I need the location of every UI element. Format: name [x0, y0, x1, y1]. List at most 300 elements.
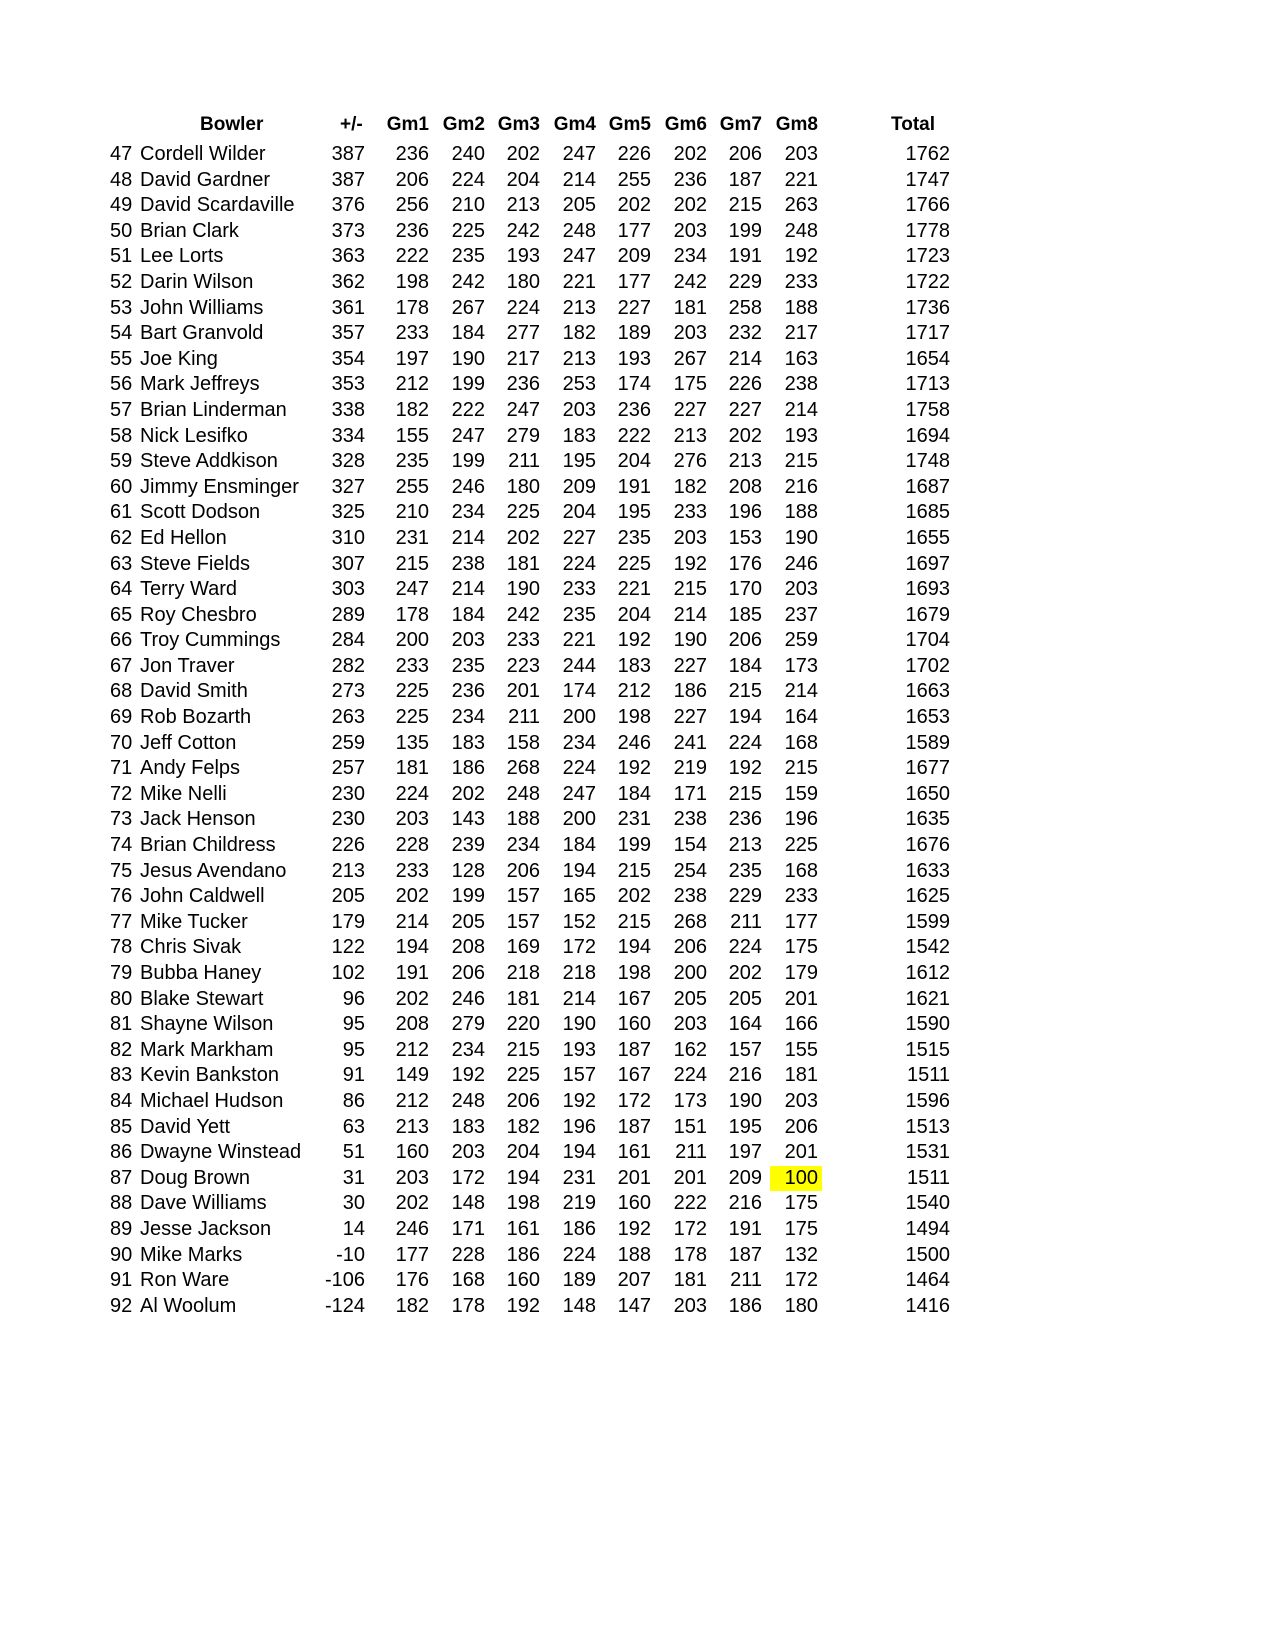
header-gm4: Gm4 — [553, 114, 596, 135]
game-4-cell: 172 — [562, 936, 596, 959]
rank-cell: 53 — [110, 296, 133, 319]
bowler-name-cell: Mike Nelli — [140, 782, 227, 805]
game-5-cell: 215 — [617, 859, 651, 882]
game-8-cell: 237 — [784, 603, 818, 626]
plus-minus-cell: 376 — [331, 194, 365, 217]
game-2-cell: 192 — [451, 1064, 485, 1087]
bowler-name-cell: Blake Stewart — [140, 987, 264, 1010]
rank-cell: 82 — [110, 1038, 133, 1061]
total-cell: 1494 — [905, 1217, 950, 1240]
game-8-cell: 217 — [784, 322, 818, 345]
game-2-cell: 186 — [451, 757, 485, 780]
game-7-cell: 192 — [728, 757, 762, 780]
game-3-cell: 158 — [506, 731, 540, 754]
game-6-cell: 162 — [673, 1038, 707, 1061]
game-2-cell: 214 — [451, 578, 485, 601]
game-3-cell: 202 — [506, 143, 540, 165]
game-8-cell: 164 — [784, 706, 818, 729]
plus-minus-cell: 284 — [331, 629, 365, 652]
game-6-cell: 219 — [673, 757, 707, 780]
game-2-cell: 234 — [451, 1038, 485, 1061]
game-8-cell: 175 — [784, 936, 818, 959]
game-6-cell: 268 — [673, 910, 707, 933]
game-4-cell: 190 — [562, 1013, 596, 1036]
game-4-cell: 248 — [562, 219, 596, 242]
game-2-cell: 183 — [451, 731, 485, 754]
game-7-cell: 224 — [728, 936, 762, 959]
game-1-cell: 155 — [395, 424, 429, 447]
plus-minus-cell: 282 — [331, 654, 365, 677]
game-4-cell: 247 — [562, 245, 596, 268]
game-4-cell: 253 — [562, 373, 596, 396]
plus-minus-cell: 303 — [331, 578, 365, 601]
game-7-cell: 157 — [728, 1038, 762, 1061]
game-4-cell: 234 — [562, 731, 596, 754]
game-7-cell: 236 — [728, 808, 762, 831]
game-2-cell: 279 — [451, 1013, 485, 1036]
plus-minus-cell: 213 — [331, 859, 365, 882]
game-6-cell: 238 — [673, 885, 707, 908]
plus-minus-cell: 373 — [331, 219, 365, 242]
plus-minus-cell: 363 — [331, 245, 365, 268]
game-3-cell: 181 — [506, 987, 540, 1010]
game-1-cell: 213 — [395, 1115, 429, 1138]
game-1-cell: 208 — [395, 1013, 429, 1036]
game-1-cell: 182 — [395, 398, 429, 421]
bowler-name-cell: Michael Hudson — [140, 1089, 284, 1112]
bowler-name-cell: Nick Lesifko — [140, 424, 248, 447]
header-gm1: Gm1 — [386, 114, 429, 135]
header-gm2: Gm2 — [442, 114, 485, 135]
game-1-cell: 222 — [395, 245, 429, 268]
plus-minus-cell: 63 — [342, 1115, 365, 1138]
total-cell: 1694 — [905, 424, 950, 447]
game-1-cell: 225 — [395, 706, 429, 729]
total-cell: 1723 — [905, 245, 950, 268]
plus-minus-cell: 51 — [342, 1141, 365, 1164]
game-2-cell: 203 — [451, 629, 485, 652]
total-cell: 1717 — [905, 322, 950, 345]
plus-minus-cell: -106 — [324, 1269, 365, 1292]
rank-cell: 74 — [110, 834, 133, 857]
game-4-cell: 204 — [562, 501, 596, 524]
bowler-name-cell: David Smith — [140, 680, 248, 703]
game-8-cell: 193 — [784, 424, 818, 447]
game-3-cell: 248 — [506, 782, 540, 805]
game-3-cell: 180 — [506, 475, 540, 498]
rank-cell: 91 — [110, 1269, 133, 1292]
game-2-cell: 234 — [451, 501, 485, 524]
game-4-cell: 235 — [562, 603, 596, 626]
rank-cell: 67 — [110, 654, 133, 677]
game-1-cell: 135 — [395, 731, 429, 754]
game-4-cell: 221 — [562, 629, 596, 652]
game-4-cell: 214 — [562, 987, 596, 1010]
game-3-cell: 277 — [506, 322, 540, 345]
game-2-cell: 235 — [451, 654, 485, 677]
game-1-cell: 197 — [395, 347, 429, 370]
total-cell: 1612 — [905, 962, 950, 984]
game-5-cell: 188 — [617, 1243, 651, 1266]
total-cell: 1654 — [905, 347, 950, 370]
bowler-name-cell: Brian Linderman — [140, 398, 287, 421]
game-6-cell: 236 — [673, 168, 707, 191]
game-5-cell: 202 — [617, 885, 651, 908]
bowler-name-cell: Darin Wilson — [140, 270, 254, 293]
game-6-cell: 227 — [673, 654, 707, 677]
game-3-cell: 224 — [506, 296, 540, 319]
bowler-name-cell: Jesus Avendano — [140, 859, 287, 882]
total-cell: 1778 — [905, 219, 950, 242]
game-2-cell: 225 — [451, 219, 485, 242]
game-6-cell: 233 — [673, 501, 707, 524]
game-6-cell: 203 — [673, 1013, 707, 1036]
game-1-cell: 224 — [395, 782, 429, 805]
plus-minus-cell: 30 — [342, 1192, 365, 1215]
plus-minus-cell: 327 — [331, 475, 365, 498]
game-4-cell: 174 — [562, 680, 596, 703]
game-5-cell: 231 — [617, 808, 651, 831]
game-4-cell: 157 — [562, 1064, 596, 1087]
game-6-cell: 224 — [673, 1064, 707, 1087]
game-3-cell: 202 — [506, 526, 540, 549]
game-8-cell: 175 — [784, 1192, 818, 1215]
game-7-cell: 205 — [728, 987, 762, 1010]
game-8-cell: 168 — [784, 859, 818, 882]
game-2-cell: 128 — [451, 859, 485, 882]
game-6-cell: 202 — [673, 143, 707, 165]
game-8-cell: 225 — [784, 834, 818, 857]
total-cell: 1687 — [905, 475, 950, 498]
game-2-cell: 247 — [451, 424, 485, 447]
game-5-cell: 147 — [617, 1294, 651, 1317]
game-7-cell: 235 — [728, 859, 762, 882]
total-cell: 1677 — [905, 757, 950, 780]
game-6-cell: 254 — [673, 859, 707, 882]
game-6-cell: 190 — [673, 629, 707, 652]
game-6-cell: 181 — [673, 1269, 707, 1292]
game-6-cell: 267 — [673, 347, 707, 370]
plus-minus-cell: 338 — [331, 398, 365, 421]
game-3-cell: 201 — [506, 680, 540, 703]
game-8-cell: 175 — [784, 1217, 818, 1240]
plus-minus-cell: 86 — [342, 1089, 365, 1112]
game-6-cell: 227 — [673, 398, 707, 421]
rank-cell: 62 — [110, 526, 133, 549]
game-5-cell: 167 — [617, 1064, 651, 1087]
total-cell: 1663 — [905, 680, 950, 703]
plus-minus-cell: 357 — [331, 322, 365, 345]
game-7-cell: 176 — [728, 552, 762, 575]
rank-cell: 48 — [110, 168, 133, 191]
game-7-cell: 216 — [728, 1064, 762, 1087]
rank-cell: 52 — [110, 270, 133, 293]
plus-minus-cell: 230 — [331, 782, 365, 805]
game-4-cell: 183 — [562, 424, 596, 447]
game-6-cell: 181 — [673, 296, 707, 319]
rank-cell: 57 — [110, 398, 133, 421]
game-5-cell: 198 — [617, 706, 651, 729]
game-4-cell: 184 — [562, 834, 596, 857]
plus-minus-cell: 257 — [331, 757, 365, 780]
game-5-cell: 209 — [617, 245, 651, 268]
game-3-cell: 180 — [506, 270, 540, 293]
rank-cell: 88 — [110, 1192, 133, 1215]
game-5-cell: 160 — [617, 1192, 651, 1215]
game-7-cell: 190 — [728, 1089, 762, 1112]
game-1-cell: 236 — [395, 219, 429, 242]
game-1-cell: 212 — [395, 1038, 429, 1061]
rank-cell: 92 — [110, 1294, 133, 1317]
game-3-cell: 190 — [506, 578, 540, 601]
total-cell: 1513 — [905, 1115, 950, 1138]
game-5-cell: 207 — [617, 1269, 651, 1292]
rank-cell: 76 — [110, 885, 133, 908]
game-4-cell: 218 — [562, 962, 596, 984]
game-5-cell: 198 — [617, 962, 651, 984]
game-4-cell: 219 — [562, 1192, 596, 1215]
game-6-cell: 203 — [673, 526, 707, 549]
total-cell: 1693 — [905, 578, 950, 601]
game-1-cell: 225 — [395, 680, 429, 703]
total-cell: 1633 — [905, 859, 950, 882]
game-7-cell: 202 — [728, 962, 762, 984]
game-4-cell: 165 — [562, 885, 596, 908]
plus-minus-cell: 91 — [342, 1064, 365, 1087]
game-8-cell: 181 — [784, 1064, 818, 1087]
game-6-cell: 200 — [673, 962, 707, 984]
game-7-cell: 194 — [728, 706, 762, 729]
bowler-name-cell: Jesse Jackson — [140, 1217, 272, 1240]
game-5-cell: 194 — [617, 936, 651, 959]
bowler-name-cell: Bubba Haney — [140, 962, 262, 984]
game-1-cell: 198 — [395, 270, 429, 293]
rank-cell: 79 — [110, 962, 133, 984]
total-cell: 1464 — [905, 1269, 950, 1292]
game-6-cell: 175 — [673, 373, 707, 396]
total-cell: 1511 — [906, 1166, 950, 1189]
game-8-cell: 203 — [784, 1089, 818, 1112]
game-5-cell: 235 — [617, 526, 651, 549]
game-3-cell: 194 — [506, 1166, 540, 1189]
game-5-cell: 212 — [617, 680, 651, 703]
bowler-name-cell: Jack Henson — [140, 808, 256, 831]
game-7-cell: 191 — [728, 1217, 762, 1240]
game-5-cell: 215 — [617, 910, 651, 933]
game-1-cell: 202 — [395, 987, 429, 1010]
total-cell: 1748 — [905, 450, 950, 473]
game-5-cell: 201 — [617, 1166, 651, 1189]
game-7-cell: 214 — [728, 347, 762, 370]
total-cell: 1625 — [905, 885, 950, 908]
game-2-cell: 267 — [451, 296, 485, 319]
game-3-cell: 206 — [506, 1089, 540, 1112]
game-5-cell: 222 — [617, 424, 651, 447]
game-2-cell: 184 — [451, 322, 485, 345]
rank-cell: 89 — [110, 1217, 133, 1240]
game-6-cell: 238 — [673, 808, 707, 831]
game-1-cell: 235 — [395, 450, 429, 473]
game-1-cell: 203 — [395, 1166, 429, 1189]
game-6-cell: 242 — [673, 270, 707, 293]
game-2-cell: 190 — [451, 347, 485, 370]
total-cell: 1736 — [905, 296, 950, 319]
total-cell: 1500 — [905, 1243, 950, 1266]
game-6-cell: 241 — [673, 731, 707, 754]
game-4-cell: 192 — [562, 1089, 596, 1112]
game-3-cell: 204 — [506, 1141, 540, 1164]
rank-cell: 85 — [110, 1115, 133, 1138]
game-1-cell: 178 — [395, 296, 429, 319]
game-1-cell: 149 — [395, 1064, 429, 1087]
game-7-cell: 213 — [728, 450, 762, 473]
game-4-cell: 203 — [562, 398, 596, 421]
rank-cell: 56 — [110, 373, 133, 396]
game-1-cell: 202 — [395, 885, 429, 908]
total-cell: 1766 — [905, 194, 950, 217]
rank-cell: 87 — [110, 1166, 133, 1189]
game-1-cell: 203 — [395, 808, 429, 831]
game-8-cell: 155 — [784, 1038, 818, 1061]
rank-cell: 65 — [110, 603, 133, 626]
game-6-cell: 178 — [673, 1243, 707, 1266]
plus-minus-cell: 230 — [331, 808, 365, 831]
rank-cell: 72 — [110, 782, 133, 805]
game-5-cell: 161 — [617, 1141, 651, 1164]
game-7-cell: 232 — [728, 322, 762, 345]
total-cell: 1685 — [905, 501, 950, 524]
game-5-cell: 189 — [617, 322, 651, 345]
plus-minus-cell: 307 — [331, 552, 365, 575]
game-8-cell: 203 — [784, 578, 818, 601]
bowler-name-cell: Mark Jeffreys — [140, 373, 260, 396]
bowler-name-cell: Bart Granvold — [140, 322, 264, 345]
game-6-cell: 214 — [673, 603, 707, 626]
game-1-cell: 181 — [395, 757, 429, 780]
game-1-cell: 212 — [395, 1089, 429, 1112]
game-7-cell: 224 — [728, 731, 762, 754]
game-3-cell: 211 — [508, 450, 540, 473]
game-8-cell: 166 — [784, 1013, 818, 1036]
game-7-cell: 229 — [728, 270, 762, 293]
game-3-cell: 225 — [506, 501, 540, 524]
game-7-cell: 202 — [728, 424, 762, 447]
game-2-cell: 246 — [451, 475, 485, 498]
game-8-cell: 238 — [784, 373, 818, 396]
game-8-cell: 196 — [784, 808, 818, 831]
game-1-cell: 231 — [395, 526, 429, 549]
game-3-cell: 236 — [506, 373, 540, 396]
game-8-cell: 132 — [784, 1243, 818, 1266]
game-4-cell: 148 — [562, 1294, 596, 1317]
bowler-name-cell: Roy Chesbro — [140, 603, 257, 626]
game-3-cell: 157 — [506, 885, 540, 908]
game-2-cell: 242 — [451, 270, 485, 293]
rank-cell: 51 — [110, 245, 133, 268]
bowler-name-cell: Ron Ware — [140, 1269, 230, 1292]
game-3-cell: 198 — [506, 1192, 540, 1215]
game-7-cell: 185 — [728, 603, 762, 626]
game-8-cell: 215 — [784, 757, 818, 780]
game-2-cell: 222 — [451, 398, 485, 421]
total-cell: 1747 — [905, 168, 950, 191]
game-3-cell: 157 — [506, 910, 540, 933]
game-2-cell: 184 — [451, 603, 485, 626]
game-2-cell: 248 — [451, 1089, 485, 1112]
game-1-cell: 236 — [395, 143, 429, 165]
game-8-cell: 177 — [784, 910, 818, 933]
game-8-cell: 159 — [784, 782, 818, 805]
game-1-cell: 255 — [395, 475, 429, 498]
game-5-cell: 187 — [617, 1038, 651, 1061]
game-1-cell: 178 — [395, 603, 429, 626]
bowler-name-cell: Jon Traver — [140, 654, 235, 677]
game-7-cell: 206 — [728, 629, 762, 652]
game-4-cell: 200 — [562, 808, 596, 831]
game-3-cell: 233 — [506, 629, 540, 652]
game-3-cell: 204 — [506, 168, 540, 191]
total-cell: 1416 — [905, 1294, 950, 1317]
game-7-cell: 211 — [730, 910, 762, 933]
game-2-cell: 171 — [451, 1217, 485, 1240]
bowler-name-cell: Joe King — [140, 347, 218, 370]
game-4-cell: 186 — [562, 1217, 596, 1240]
game-8-cell: 168 — [784, 731, 818, 754]
game-1-cell: 247 — [395, 578, 429, 601]
bowler-name-cell: Doug Brown — [140, 1166, 251, 1189]
game-1-cell: 233 — [395, 654, 429, 677]
plus-minus-cell: 31 — [342, 1166, 365, 1189]
total-cell: 1635 — [905, 808, 950, 831]
game-2-cell: 148 — [451, 1192, 485, 1215]
game-3-cell: 206 — [506, 859, 540, 882]
game-5-cell: 192 — [617, 1217, 651, 1240]
game-7-cell: 191 — [728, 245, 762, 268]
game-5-cell: 187 — [617, 1115, 651, 1138]
game-2-cell: 246 — [451, 987, 485, 1010]
game-5-cell: 255 — [617, 168, 651, 191]
rank-cell: 78 — [110, 936, 133, 959]
game-7-cell: 208 — [728, 475, 762, 498]
plus-minus-cell: 263 — [331, 706, 365, 729]
game-5-cell: 184 — [617, 782, 651, 805]
bowler-name-cell: Al Woolum — [140, 1294, 237, 1317]
plus-minus-cell: 205 — [331, 885, 365, 908]
game-8-cell: 173 — [784, 654, 818, 677]
plus-minus-cell: 310 — [331, 526, 365, 549]
game-2-cell: 239 — [451, 834, 485, 857]
game-5-cell: 221 — [617, 578, 651, 601]
plus-minus-cell: 353 — [331, 373, 365, 396]
game-4-cell: 194 — [562, 859, 596, 882]
game-2-cell: 234 — [451, 706, 485, 729]
game-6-cell: 213 — [673, 424, 707, 447]
game-5-cell: 177 — [617, 219, 651, 242]
rank-cell: 84 — [110, 1089, 133, 1112]
game-3-cell: 186 — [506, 1243, 540, 1266]
game-7-cell: 229 — [728, 885, 762, 908]
game-5-cell: 225 — [617, 552, 651, 575]
game-2-cell: 199 — [451, 373, 485, 396]
header-gm5: Gm5 — [608, 114, 651, 135]
rank-cell: 90 — [110, 1243, 133, 1266]
game-6-cell: 186 — [673, 680, 707, 703]
game-4-cell: 231 — [562, 1166, 596, 1189]
plus-minus-cell: 96 — [342, 987, 365, 1010]
plus-minus-cell: 179 — [331, 910, 365, 933]
plus-minus-cell: 387 — [331, 143, 365, 165]
game-1-cell: 215 — [395, 552, 429, 575]
